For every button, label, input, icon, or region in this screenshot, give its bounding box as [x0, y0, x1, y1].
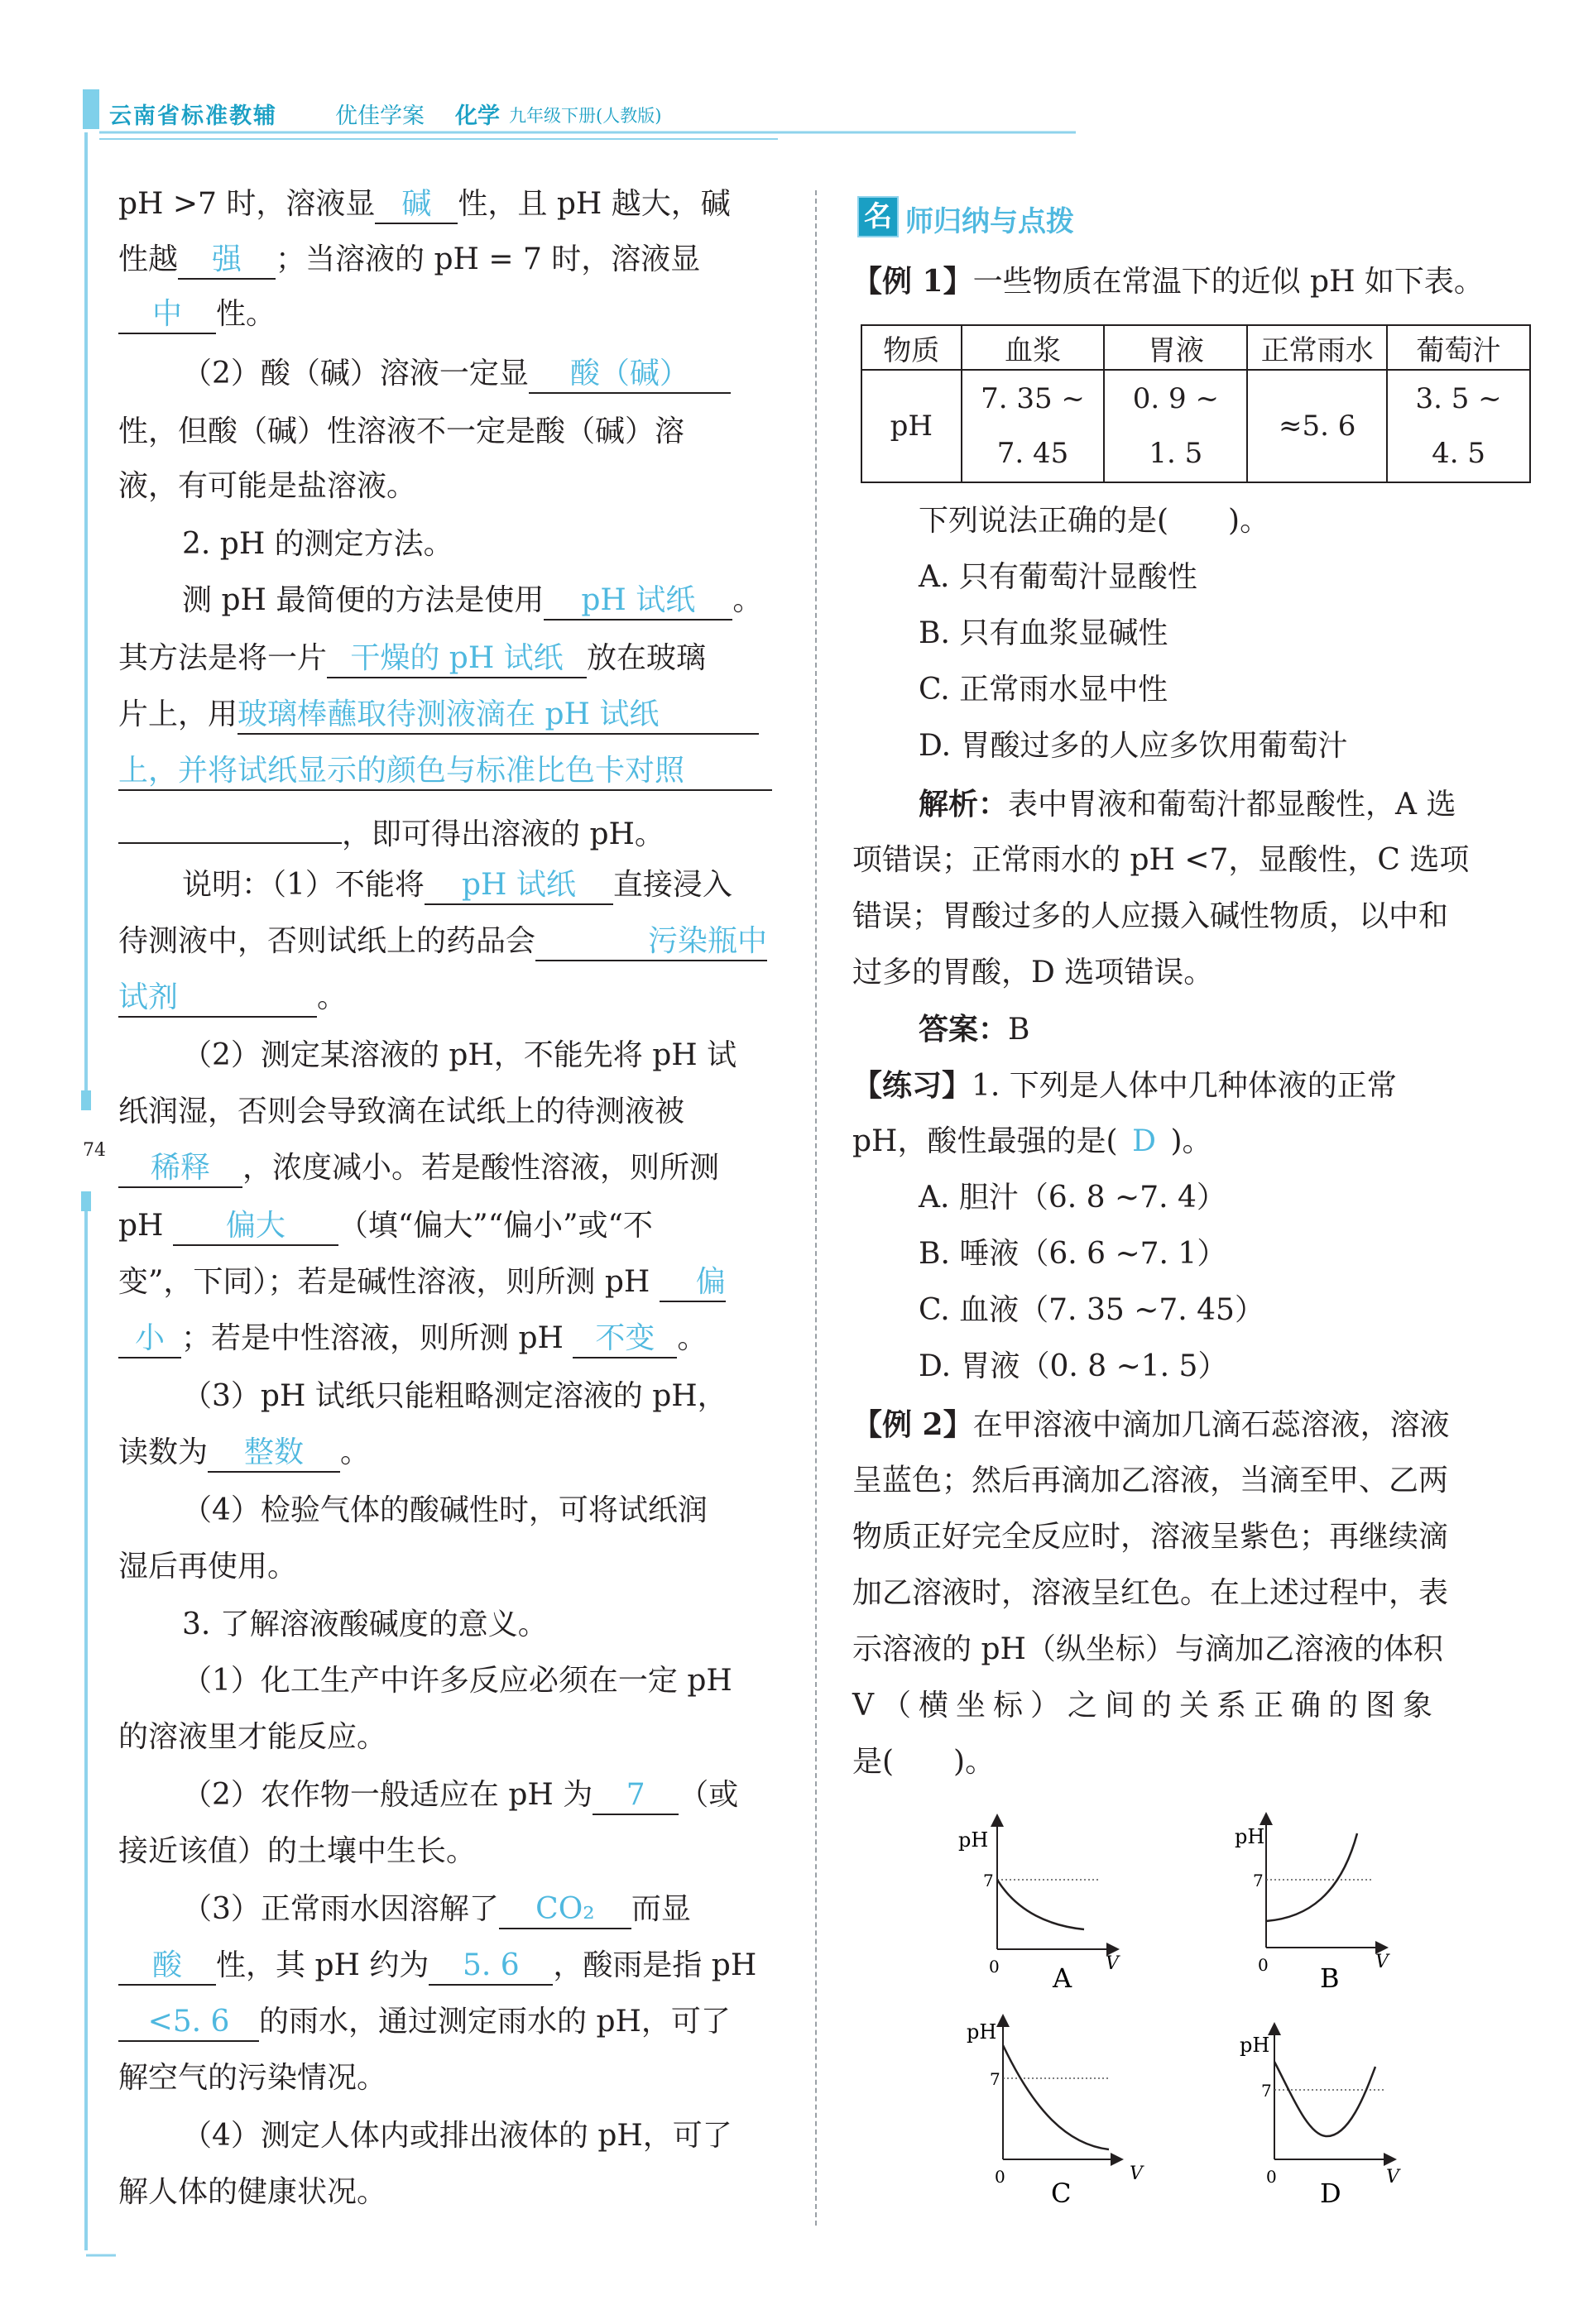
text-line: V（横坐标）之间的关系正确的图象 [852, 1689, 1440, 1723]
answer-blank: 偏 [660, 1264, 726, 1302]
answer-blank: CO₂ [499, 1891, 631, 1929]
header-decoration [0, 0, 1593, 165]
graph-b [1235, 1818, 1390, 1994]
text-line: pH 偏大 （填“偏大”“偏小”或“不 [118, 1208, 653, 1246]
option-a: A. 只有葡萄汁显酸性 [919, 560, 1197, 594]
x-axis-label: V [1375, 1952, 1389, 1972]
text-line: 是( )。 [852, 1745, 996, 1779]
text-line: 测 pH 最简便的方法是使用 pH 试纸 。 [182, 582, 762, 621]
grade-label: 九年级下册(人教版) [509, 106, 662, 126]
text-line: 呈蓝色；然后再滴加乙溶液，当滴至甲、乙两 [852, 1464, 1449, 1497]
option-d: D. 胃液（0. 8 ~1. 5） [919, 1349, 1228, 1383]
answer-blank: 不变 [573, 1320, 677, 1358]
text-line: 中 性。 [118, 296, 276, 334]
text-line: 酸 性，其 pH 约为 5. 6 ，酸雨是指 pH [118, 1948, 756, 1986]
option-d: D. 胃酸过多的人应多饮用葡萄汁 [919, 729, 1348, 763]
answer-blank: 试剂 [118, 980, 317, 1018]
answer-blank: 干燥的 pH 试纸 [327, 640, 587, 678]
answer-blank: 整数 [208, 1435, 340, 1473]
text-line: 的溶液里才能反应。 [118, 1720, 387, 1754]
text-line: 接近该值）的土壤中生长。 [118, 1834, 477, 1868]
text-line: pH >7 时，溶液显 碱 性，且 pH 越大，碱 [118, 186, 731, 224]
table-header-cell: 物质 [861, 325, 962, 370]
text-line: 纸润湿，否则会导致滴在试纸上的待测液被 [118, 1095, 685, 1128]
answer-blank: pH 试纸 [544, 582, 732, 621]
question-stem: 下列说法正确的是( )。 [919, 504, 1270, 538]
series-title: 云南省标准教辅 [109, 103, 277, 129]
left-margin-bar [0, 0, 116, 2324]
text-line: 液，有可能是盐溶液。 [118, 469, 417, 503]
section-badge: 名 [857, 196, 899, 237]
answer-blank: D [1132, 1124, 1156, 1158]
y-axis-label: pH [1235, 1825, 1265, 1848]
y-axis-label: pH [967, 2020, 997, 2044]
text-line: 读数为 整数 。 [118, 1435, 370, 1473]
table-header-cell: 胃液 [1104, 325, 1247, 370]
text-line: 待测液中，否则试纸上的药品会 污染瓶中 [118, 923, 767, 961]
origin-label: 0 [995, 2167, 1005, 2187]
text-line: 试剂 。 [118, 980, 347, 1018]
analysis-line: 错误；胃酸过多的人应摄入碱性物质，以中和 [852, 899, 1449, 933]
tick-7-label: 7 [990, 2069, 1000, 2089]
graph-d [1240, 2029, 1401, 2209]
text-line: 变”，下同）；若是碱性溶液，则所测 pH 偏 [118, 1264, 726, 1302]
example-1-heading: 【例 1】一些物质在常温下的近似 pH 如下表。 [852, 264, 1484, 299]
tick-7-label: 7 [1261, 2081, 1272, 2101]
table-cell: ≈5. 6 [1247, 370, 1387, 482]
analysis-line: 解析：表中胃液和葡萄汁都显酸性，A 选 [919, 787, 1456, 822]
answer-blank: 小 [118, 1320, 181, 1358]
text-line: 加乙溶液时，溶液呈红色。在上述过程中，表 [852, 1576, 1449, 1610]
x-axis-label: V [1130, 2163, 1143, 2184]
ph-graphs [943, 1804, 1423, 2234]
ph-table [861, 324, 1531, 483]
text-line: （2）测定某溶液的 pH，不能先将 pH 试 [182, 1038, 737, 1072]
text-line: ，即可得出溶液的 pH。 [118, 809, 665, 853]
text-line: （4）检验气体的酸碱性时，可将试纸润 [182, 1493, 708, 1527]
graph-d-label: D [1320, 2178, 1341, 2209]
table-row [861, 370, 1530, 482]
text-line: 示溶液的 pH（纵坐标）与滴加乙溶液的体积 [852, 1632, 1443, 1666]
text-line: （3）正常雨水因溶解了 CO₂ 而显 [182, 1891, 691, 1929]
text-line: 物质正好完全反应时，溶液呈紫色；再继续滴 [852, 1520, 1449, 1554]
answer-blank: 酸 [118, 1948, 216, 1986]
answer-blank: 7 [593, 1777, 679, 1815]
x-axis-label: V [1386, 2167, 1399, 2187]
origin-label: 0 [1258, 1955, 1269, 1975]
answer-line: 答案：B [919, 1012, 1030, 1047]
answer-blank: 偏大 [173, 1208, 338, 1246]
practice-heading: 【练习】1. 下列是人体中几种体液的正常 [852, 1068, 1397, 1103]
text-line: （2）农作物一般适应在 pH 为 7 （或 [182, 1777, 738, 1815]
text-line: 其方法是将一片 干燥的 pH 试纸 放在玻璃 [118, 640, 706, 678]
y-axis-label: pH [1240, 2034, 1270, 2057]
table-cell: 3. 5 ~ 4. 5 [1387, 370, 1530, 482]
graph-a-label: A [1053, 1962, 1072, 1994]
subject-label: 化学 [455, 103, 500, 129]
option-b: B. 只有血浆显碱性 [919, 616, 1168, 650]
origin-label: 0 [1266, 2167, 1277, 2187]
text-line: 湿后再使用。 [118, 1550, 298, 1584]
tick-7-label: 7 [983, 1871, 994, 1890]
column-divider [815, 190, 817, 2226]
text-line: 稀释 ，浓度减小。若是酸性溶液，则所测 [118, 1150, 719, 1188]
analysis-line: 项错误；正常雨水的 pH <7，显酸性，C 选项 [852, 843, 1470, 877]
page-number: 74 [83, 1140, 106, 1161]
option-c: C. 正常雨水显中性 [919, 673, 1168, 707]
text-line: 3. 了解溶液酸碱度的意义。 [182, 1608, 548, 1641]
table-cell: pH [861, 370, 962, 482]
table-cell: 7. 35 ~ 7. 45 [962, 370, 1105, 482]
answer-blank: 酸（碱） [529, 356, 731, 394]
answer-blank: 污染瓶中 [535, 923, 767, 961]
graph-a [958, 1820, 1120, 1994]
answer-blank: 上，并将试纸显示的颜色与标准比色卡对照 [118, 753, 772, 791]
text-line: （3）pH 试纸只能粗略测定溶液的 pH， [182, 1379, 727, 1413]
page-header [0, 0, 1593, 165]
answer-blank: 强 [178, 242, 276, 280]
x-axis-label: V [1106, 1953, 1119, 1974]
practice-question: pH，酸性最强的是( D )。 [852, 1124, 1212, 1158]
answer-blank: 碱 [375, 186, 458, 224]
origin-label: 0 [989, 1957, 1000, 1977]
answer-blank: 玻璃棒蘸取待测液滴在 pH 试纸 [238, 697, 759, 735]
table-header-row [861, 325, 1530, 370]
text-line: 片上，用玻璃棒蘸取待测液滴在 pH 试纸 [118, 697, 759, 735]
option-c: C. 血液（7. 35 ~7. 45） [919, 1293, 1264, 1327]
answer-blank: pH 试纸 [425, 867, 613, 905]
text-line: （4）测定人体内或排出液体的 pH，可了 [182, 2119, 732, 2153]
text-line: （2）酸（碱）溶液一定显 酸（碱） [182, 356, 731, 394]
text-line: （1）化工生产中许多反应必须在一定 pH [182, 1664, 732, 1698]
text-line: <5. 6 的雨水，通过测定雨水的 pH，可了 [118, 2004, 731, 2042]
section-title: 师归纳与点拨 [905, 205, 1074, 238]
option-a: A. 胆汁（6. 8 ~7. 4） [919, 1181, 1226, 1215]
text-line: 小 ；若是中性溶液，则所测 pH 不变 。 [118, 1320, 707, 1358]
answer-blank: 稀释 [118, 1150, 242, 1188]
graph-c-label: C [1051, 2178, 1072, 2209]
analysis-line: 过多的胃酸，D 选项错误。 [852, 956, 1214, 989]
answer-blank: 中 [118, 296, 216, 334]
text-line [118, 753, 772, 791]
text-line: 性，但酸（碱）性溶液不一定是酸（碱）溶 [118, 414, 685, 448]
table-header-cell: 葡萄汁 [1387, 325, 1530, 370]
table-cell: 0. 9 ~ 1. 5 [1104, 370, 1247, 482]
text-line: 2. pH 的测定方法。 [182, 527, 453, 561]
option-b: B. 唾液（6. 6 ~7. 1） [919, 1237, 1227, 1271]
table-header-cell: 正常雨水 [1247, 325, 1387, 370]
answer-blank [118, 809, 342, 844]
graph-b-label: B [1320, 1962, 1340, 1994]
answer-blank: <5. 6 [118, 2004, 259, 2042]
graph-c [967, 2020, 1144, 2209]
tick-7-label: 7 [1253, 1871, 1264, 1890]
answer-blank: 5. 6 [429, 1948, 553, 1986]
table-header-cell: 血浆 [962, 325, 1105, 370]
book-title: 优佳学案 [335, 103, 425, 129]
y-axis-label: pH [958, 1828, 989, 1852]
example-2-heading: 【例 2】在甲溶液中滴加几滴石蕊溶液，溶液 [852, 1407, 1450, 1442]
text-line: 解空气的污染情况。 [118, 2061, 387, 2095]
text-line: 性越 强 ；当溶液的 pH = 7 时，溶液显 [118, 242, 700, 280]
text-line: 说明：（1）不能将 pH 试纸 直接浸入 [182, 867, 732, 905]
text-line: 解人体的健康状况。 [118, 2175, 387, 2209]
